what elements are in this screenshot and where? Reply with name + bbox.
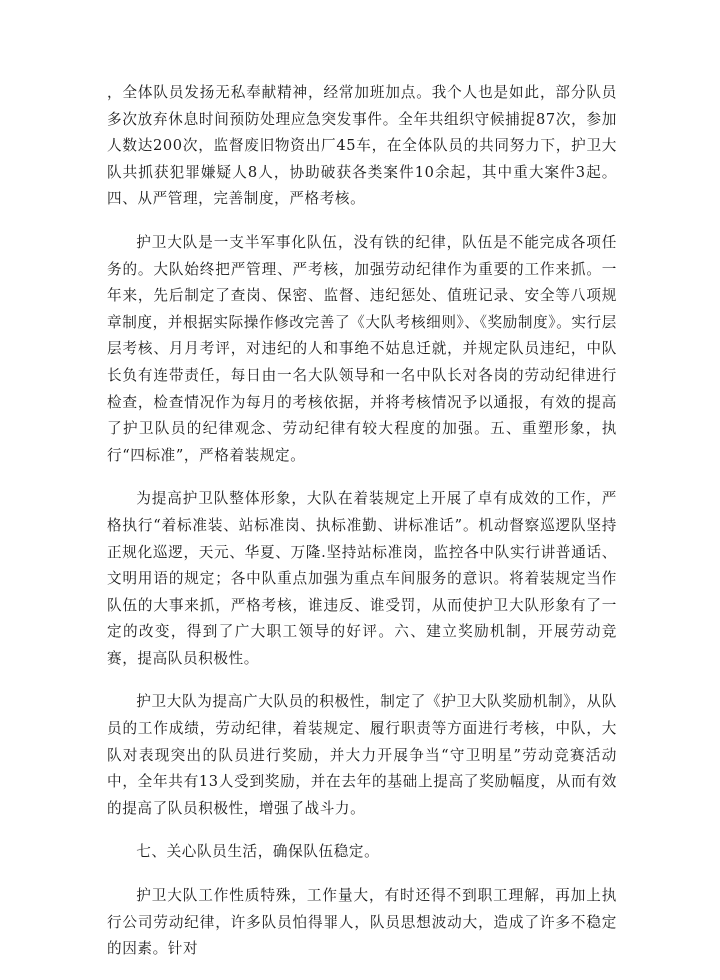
paragraph-4: 护卫大队为提高广大队员的积极性，制定了《护卫大队奖励机制》，从队员的工作成绩，劳动纪律，着装规定、履行职责等方面进行考核，中队，大队对表现突出的队员进行奖励，并大力开展争当“守卫明星”劳动竞赛活动中，全年共有13人受到奖励，并在去年的基础上提高了奖励幅度，从而有效的提高了队员积极性，增强了战斗力。	[107, 693, 617, 817]
paragraph-6: 护卫大队工作性质特殊，工作量大，有时还得不到职工理解，再加上执行公司劳动纪律，许多队员怕得罪人，队员思想波动大，造成了许多不稳定的因素。针对	[107, 887, 617, 958]
paragraph-1: ，全体队员发扬无私奉献精神，经常加班加点。我个人也是如此，部分队员多次放弃休息时间预防处理应急突发事件。全年共组织守候捕捉87次，参加人数达200次，监督废旧物资出厂45车，在全体队员的共同努力下，护卫大队共抓获犯罪嫌疑人8人，协助破获各类案件10余起，其中重大案件3起。四、从严管理，完善制度，严格考核。	[107, 84, 617, 208]
paragraph-5: 七、关心队员生活，确保队伍稳定。	[136, 843, 380, 861]
paragraph-2: 护卫大队是一支半军事化队伍，没有铁的纪律，队伍是不能完成各项任务的。大队始终把严管理、严考核，加强劳动纪律作为重要的工作来抓。一年来，先后制定了查岗、保密、监督、违纪惩处、值班记录、安全等八项规章制度，并根据实际操作修改完善了《大队考核细则》、《奖励制度》。实行层层考核、月月考评，对违纪的人和事绝不姑息迁就，并规定队员违纪，中队长负有连带责任，每日由一名大队领导和一名中队长对各岗的劳动纪律进行检查，检查情况作为每月的考核依据，并将考核情况予以通报，有效的提高了护卫队员的纪律观念、劳动纪律有较大程度的加强。五、重塑形象，执行“四标准”，严格着装规定。	[107, 233, 617, 464]
document-page	[107, 80, 617, 980]
paragraph-3: 为提高护卫队整体形象，大队在着装规定上开展了卓有成效的工作，严格执行“着标准装、站标准岗、执标准勤、讲标准话”。机动督察巡逻队坚持正规化巡逻，天元、华夏、万隆.坚持站标准岗，监控各中队实行讲普通话、文明用语的规定；各中队重点加强为重点车间服务的意识。将着装规定当作队伍的大事来抓，严格考核，谁违反、谁受罚，从而使护卫大队形象有了一定的改变，得到了广大职工领导的好评。六、建立奖励机制，开展劳动竞赛，提高队员积极性。	[107, 490, 617, 667]
